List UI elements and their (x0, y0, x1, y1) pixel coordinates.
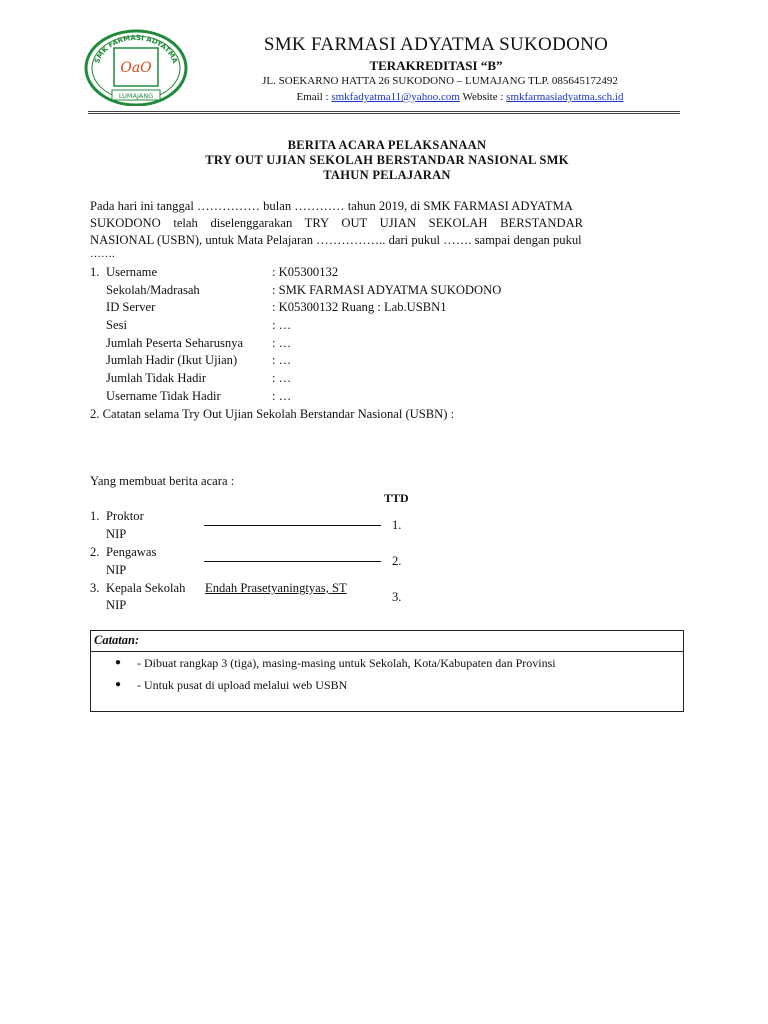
school-address: JL. SOEKARNO HATTA 26 SUKODONO – LUMAJANG TLP. 085645172492 (262, 75, 618, 87)
notes-box: Catatan: ● - Dibuat rangkap 3 (tiga), masing-masing untuk Sekolah, Kota/Kabupaten dan Provinsi ● - Untuk pusat di upload melalui web USBN (90, 630, 684, 712)
notes-item: 2. Catatan selama Try Out Ujian Sekolah Berstandar Nasional (USBN) : (90, 407, 455, 421)
ttd-label: TTD (384, 491, 409, 505)
signer-proktor: 1. Proktor (90, 509, 144, 523)
intro-line-2: SUKODONO telah diselenggarakan TRY OUT UJIAN SEKOLAH BERSTANDAR (90, 216, 584, 230)
field-expected-participants: Jumlah Peserta Seharusnya : … (106, 336, 292, 350)
field-school: Sekolah/Madrasah : SMK FARMASI ADYATMA SUKODONO (106, 283, 502, 297)
website-link[interactable]: smkfarmasiadyatma.sch.id (506, 91, 624, 103)
school-logo (84, 26, 188, 106)
notes-divider (91, 651, 683, 652)
svg-text:LUMAJANG: LUMAJANG (118, 92, 154, 100)
signer-proktor-nip: NIP (106, 527, 127, 541)
website-label: Website : (459, 91, 507, 103)
bullet-icon: ● (115, 679, 122, 690)
signers-intro: Yang membuat berita acara : (90, 474, 235, 488)
signature-number-3: 3. (392, 590, 402, 604)
accreditation: TERAKREDITASI “B” (369, 58, 503, 73)
field-absent-usernames: Username Tidak Hadir : … (106, 389, 292, 403)
field-username: 1. Username : K05300132 (90, 265, 339, 279)
field-absent: Jumlah Tidak Hadir : … (106, 371, 292, 385)
doc-title-line-1: BERITA ACARA PELAKSANAAN (287, 138, 487, 152)
doc-title-line-3: TAHUN PELAJARAN (323, 168, 451, 182)
signature-line-pengawas (204, 561, 381, 562)
header-divider-double (88, 113, 680, 114)
signer-kepala-nip: NIP (106, 598, 127, 612)
contact-line (240, 91, 680, 103)
signature-number-2: 2. (392, 554, 402, 568)
signer-pengawas-nip: NIP (106, 563, 127, 577)
doc-title-line-2: TRY OUT UJIAN SEKOLAH BERSTANDAR NASIONAL SMK (205, 153, 569, 167)
notes-label: Catatan: (94, 633, 140, 647)
field-id-server: ID Server : K05300132 Ruang : Lab.USBN1 (106, 300, 447, 314)
header-divider (88, 111, 680, 112)
field-present: Jumlah Hadir (Ikut Ujian) : … (106, 353, 292, 367)
bullet-icon: ● (115, 657, 122, 668)
email-link[interactable]: smkfadyatma11@yahoo.com (331, 91, 460, 103)
intro-line-4: ……. (90, 248, 115, 260)
email-label: Email : (296, 91, 332, 103)
school-name: SMK FARMASI ADYATMA SUKODONO (263, 34, 609, 55)
signature-line-proktor (204, 525, 381, 526)
svg-text:OaO: OaO (120, 60, 152, 76)
intro-line-1: Pada hari ini tanggal …………… bulan ………… tahun 2019, di SMK FARMASI ADYATMA (90, 199, 573, 213)
intro-line-3: NASIONAL (USBN), untuk Mata Pelajaran …………….. dari pukul ……. sampai dengan pukul (90, 233, 582, 247)
kepala-sekolah-name: Endah Prasetyaningtyas, ST (205, 581, 347, 595)
field-session: Sesi : … (106, 318, 292, 332)
svg-text:SMK FARMASI ADYATMA: SMK FARMASI ADYATMA (93, 33, 179, 65)
signer-pengawas: 2. Pengawas (90, 545, 157, 559)
signer-kepala-sekolah: 3. Kepala Sekolah Endah Prasetyaningtyas, ST (90, 581, 347, 595)
signature-number-1: 1. (392, 518, 402, 532)
